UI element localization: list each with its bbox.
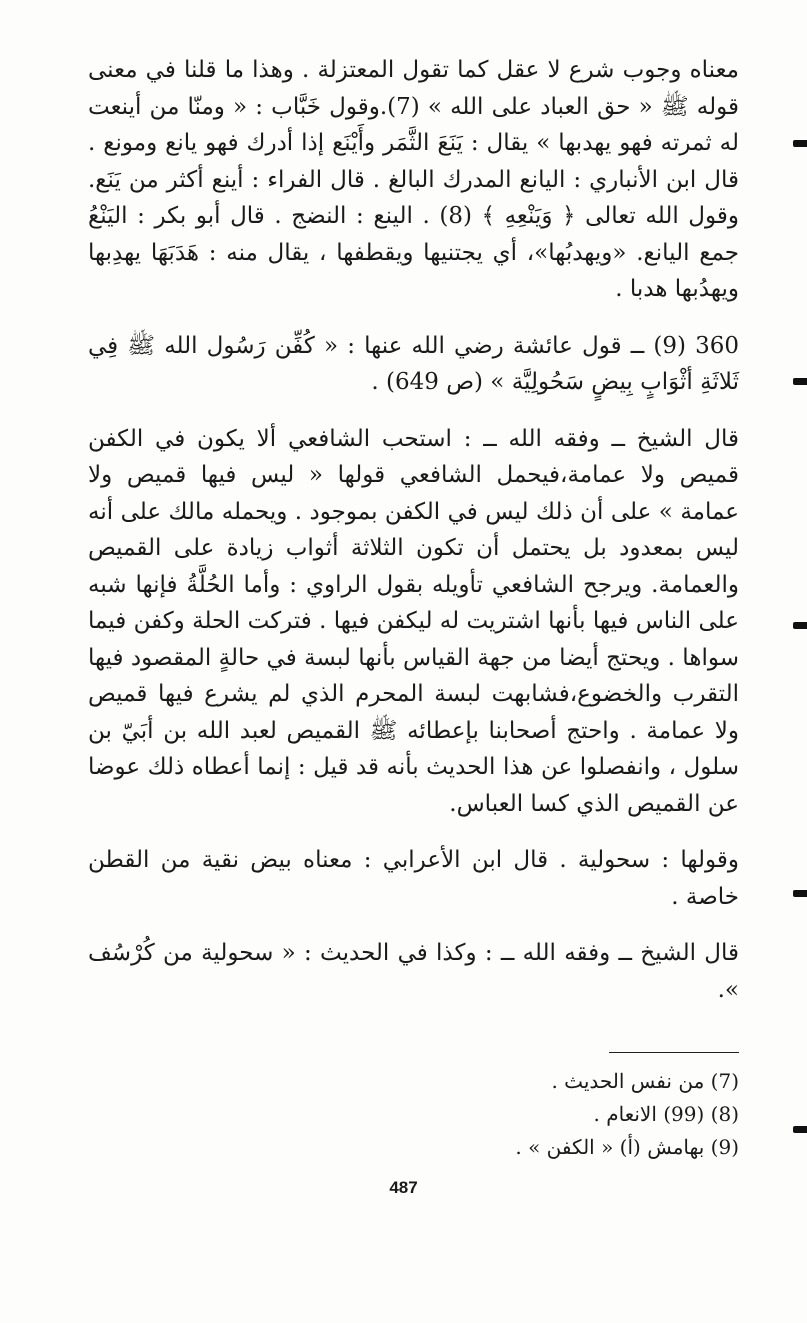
footnote: (9) بهامش (أ) « الكفن » . (515, 1135, 739, 1159)
scan-edge-mark (793, 622, 807, 629)
commentary-paragraph: قال الشيخ ــ وفقه الله ــ : استحب الشافعي ألا يكون في الكفن قميص ولا عمامة،فيحمل الشافعي قولها « ليس فيها قميص ولا عمامة » على أن ذلك ليس في الكفن بموجود . ويحمله مالك على أنه ليس بمعدود بل يحتمل أن تكون الثلاثة أثواب زيادة على القميص والعمامة. ويرجح الشافعي تأويله بقول الراوي : وأما الحُلَّةُ فإنها شبه على الناس فيها بأنها اشتريت له ليكفن فيها . فتركت الحلة وكفن فيما سواها . ويحتج أيضا من جهة القياس بأنها لبسة في حالةٍ المقصود فيها التقرب والخضوع،فشابهت لبسة المحرم الذي لم يشرع فيها قميص ولا عمامة . واحتج أصحابنا بإعطائه ﷺ القميص لعبد الله بن أبَيّ بن سلول ، وانفصلوا عن هذا الحديث بأنه قد قيل : إنما أعطاه ذلك عوضا عن القميص الذي كسا العباس. (88, 425, 739, 817)
hadith-paragraph: 360 (9) ــ قول عائشة رضي الله عنها : « كُفِّن رَسُول الله ﷺ فِي ثَلاثَةِ أثْوَابٍ بِيضٍ سَحُولِيَّة » (ص 649) . (88, 332, 739, 395)
book-page (88, 52, 739, 1164)
commentary-paragraph: وقولها : سحولية . قال ابن الأعرابي : معناه بيض نقية من القطن خاصة . (88, 847, 739, 910)
footnote: (7) من نفس الحديث . (551, 1069, 739, 1093)
scan-edge-mark (793, 890, 807, 897)
scan-edge-mark (793, 1126, 807, 1133)
scan-edge-mark (793, 140, 807, 147)
scan-edge-mark (793, 378, 807, 385)
page-number: 487 (389, 1178, 418, 1197)
footnotes-section (88, 1052, 739, 1164)
footnote-divider (609, 1052, 739, 1053)
footnote: (8) (99) الانعام . (593, 1102, 739, 1126)
commentary-paragraph: معناه وجوب شرع لا عقل كما تقول المعتزلة . وهذا ما قلنا في معنى قوله ﷺ « حق العباد على الله » (7).وقول خَبَّاب : « ومنّا من أينعت له ثمرته فهو يهدبها » يقال : يَنَعَ الثَّمَر وأَيْنَع إذا أدرك فهو يانع ومونع . قال ابن الأنباري : اليانع المدرك البالغ . قال الفراء : أينع أكثر من يَنَع. وقول الله تعالى ﴿ وَيَنْعِهِ ﴾ (8) . الينع : النضج . قال أبو بكر : اليَنْعُ جمع اليانع. «ويهدبُها»، أي يجتنيها ويقطفها ، يقال منه : هَدَبَهَا يهدِبها ويهدُبها هدبا . (88, 57, 739, 302)
commentary-paragraph: قال الشيخ ــ وفقه الله ــ : وكذا في الحديث : « سحولية من كُرْسُف ». (88, 940, 739, 1003)
